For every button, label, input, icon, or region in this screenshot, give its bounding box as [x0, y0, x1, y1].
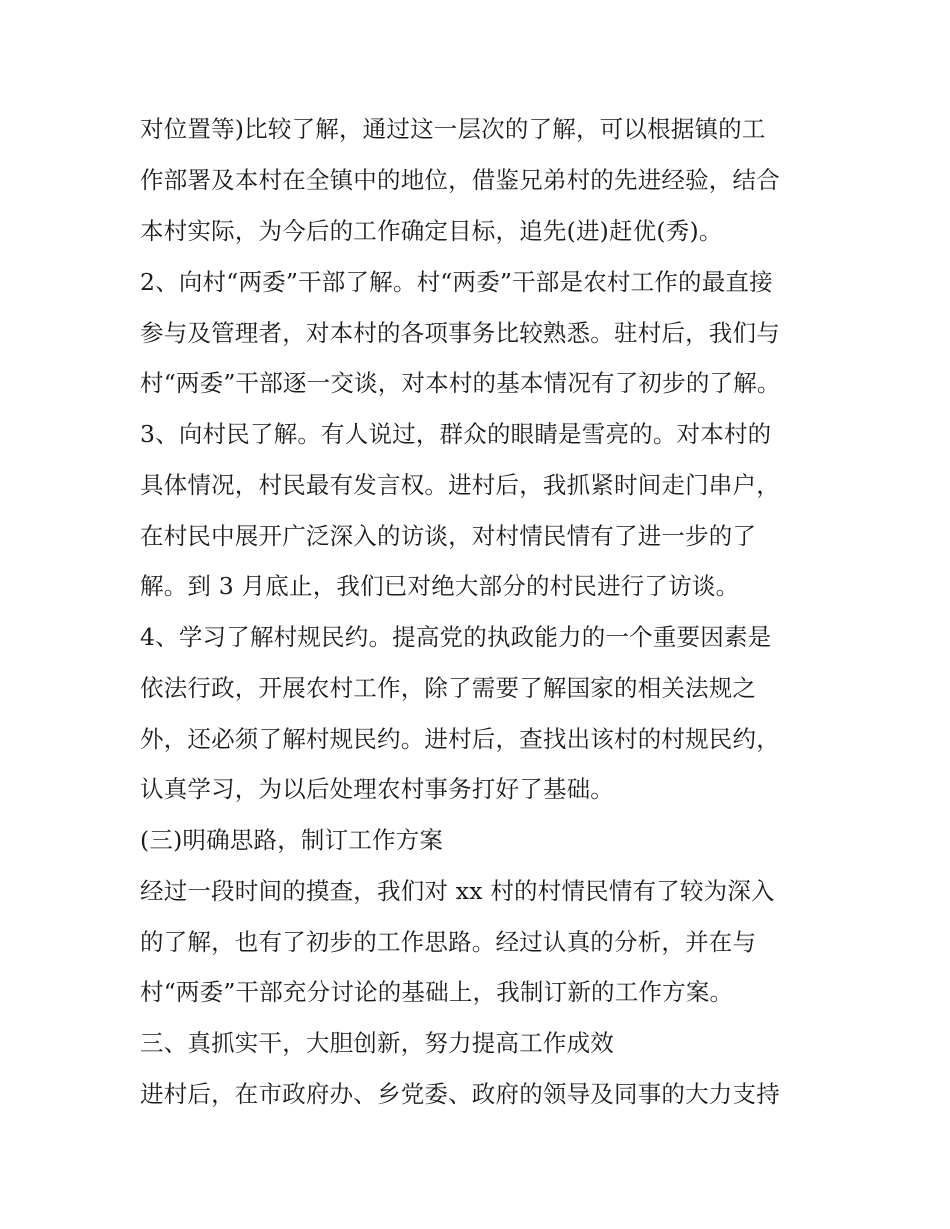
text-line: 参与及管理者，对本村的各项事务比较熟悉。驻村后，我们与 — [140, 319, 780, 347]
text-line: 外，还必须了解村规民约。进村后，查找出该村的村规民约， — [140, 725, 780, 753]
text-line: 本村实际，为今后的工作确定目标，追先(进)赶优(秀)。 — [140, 217, 723, 245]
text-line: 进村后，在市政府办、乡党委、政府的领导及同事的大力支持 — [140, 1080, 780, 1108]
section-heading: 三、真抓实干，大胆创新，努力提高工作成效 — [140, 1029, 614, 1057]
text-line: 的了解，也有了初步的工作思路。经过认真的分析，并在与 — [140, 928, 757, 956]
text-line: 认真学习，为以后处理农村事务打好了基础。 — [140, 775, 614, 803]
text-line: 依法行政，开展农村工作，除了需要了解国家的相关法规之 — [140, 674, 757, 702]
text-line: 作部署及本村在全镇中的地位，借鉴兄弟村的先进经验，结合 — [140, 166, 780, 194]
text-line: 具体情况，村民最有发言权。进村后，我抓紧时间走门串户， — [140, 471, 780, 499]
text-line: 村“两委”干部逐一交谈，对本村的基本情况有了初步的了解。 — [140, 369, 781, 397]
text-line: 村“两委”干部充分讨论的基础上，我制订新的工作方案。 — [140, 978, 734, 1006]
list-item-4: 4、学习了解村规民约。提高党的执政能力的一个重要因素是 — [140, 623, 772, 651]
text-line: 在村民中展开广泛深入的访谈，对村情民情有了进一步的了 — [140, 522, 757, 550]
list-item-3: 3、向村民了解。有人说过，群众的眼睛是雪亮的。对本村的 — [140, 420, 772, 448]
list-item-2: 2、向村“两委”干部了解。村“两委”干部是农村工作的最直接 — [140, 268, 773, 296]
section-heading: (三)明确思路，制订工作方案 — [140, 826, 444, 854]
text-line: 解。到 3 月底止，我们已对绝大部分的村民进行了访谈。 — [140, 572, 740, 600]
text-line: 经过一段时间的摸查，我们对 xx 村的村情民情有了较为深入 — [140, 877, 775, 905]
text-line: 对位置等)比较了解，通过这一层次的了解，可以根据镇的工 — [140, 115, 766, 143]
